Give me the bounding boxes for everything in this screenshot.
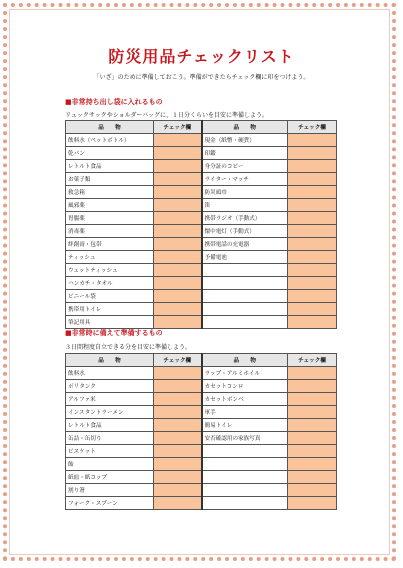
- check-cell[interactable]: [154, 199, 202, 212]
- check-cell[interactable]: [288, 406, 337, 419]
- check-cell[interactable]: [288, 445, 337, 458]
- item-label: ビスケット: [66, 445, 154, 458]
- check-cell[interactable]: [154, 367, 202, 380]
- check-cell[interactable]: [154, 251, 202, 264]
- header-item: 品 物: [66, 121, 154, 134]
- table-row: [66, 199, 337, 212]
- item-label: 飲料水（ペットボトル）: [66, 134, 154, 147]
- check-cell[interactable]: [154, 134, 202, 147]
- check-cell[interactable]: [288, 251, 337, 264]
- item-label: [202, 445, 288, 458]
- table-row: [66, 432, 337, 445]
- header-check: チェック欄: [288, 354, 337, 367]
- table-row: [66, 393, 337, 406]
- item-label: [202, 264, 288, 277]
- item-label: 印鑑: [202, 147, 288, 160]
- item-label: レトルト食品: [66, 160, 154, 173]
- check-cell[interactable]: [154, 393, 202, 406]
- item-label: [202, 290, 288, 303]
- check-cell[interactable]: [154, 160, 202, 173]
- check-cell[interactable]: [288, 134, 337, 147]
- check-cell[interactable]: [288, 277, 337, 290]
- check-cell[interactable]: [288, 173, 337, 186]
- table-row: [66, 497, 337, 510]
- item-label: 簡易トイレ: [202, 419, 288, 432]
- section-title-preparation: ■非常時に備えて準備するもの: [65, 329, 163, 337]
- item-label: ティッシュ: [66, 251, 154, 264]
- item-label: ハンカチ・タオル: [66, 277, 154, 290]
- table-row: [66, 238, 337, 251]
- item-label: カセットコンロ: [202, 380, 288, 393]
- checklist-table-preparation: [65, 353, 337, 510]
- section-note-emergency-bag: リュックサックやショルダーバッグに、１日分くらいを目安に準備しよう。: [65, 112, 269, 119]
- item-label: [202, 458, 288, 471]
- check-cell[interactable]: [288, 212, 337, 225]
- check-cell[interactable]: [288, 264, 337, 277]
- header-check: チェック欄: [154, 354, 202, 367]
- check-cell[interactable]: [154, 173, 202, 186]
- item-label: お菓子類: [66, 173, 154, 186]
- item-label: [202, 316, 288, 329]
- check-cell[interactable]: [154, 471, 202, 484]
- check-cell[interactable]: [288, 303, 337, 316]
- item-label: 携帯電話の充電器: [202, 238, 288, 251]
- check-cell[interactable]: [288, 484, 337, 497]
- item-label: 胃腸薬: [66, 212, 154, 225]
- check-cell[interactable]: [154, 186, 202, 199]
- table-row: [66, 484, 337, 497]
- check-cell[interactable]: [154, 445, 202, 458]
- item-label: 紙皿・紙コップ: [66, 471, 154, 484]
- check-cell[interactable]: [288, 316, 337, 329]
- check-cell[interactable]: [154, 290, 202, 303]
- check-cell[interactable]: [154, 316, 202, 329]
- check-cell[interactable]: [154, 419, 202, 432]
- table-header-row: [66, 121, 337, 134]
- item-label: ポリタンク: [66, 380, 154, 393]
- page-title: 防災用品チェックリスト: [108, 47, 295, 66]
- item-label: 乾パン: [66, 147, 154, 160]
- item-label: [202, 303, 288, 316]
- table-row: [66, 419, 337, 432]
- item-label: 携帯ラジオ（手動式）: [202, 212, 288, 225]
- check-cell[interactable]: [154, 380, 202, 393]
- table-row: [66, 251, 337, 264]
- table-row: [66, 316, 337, 329]
- checklist-table-emergency-bag: [65, 120, 337, 329]
- check-cell[interactable]: [288, 497, 337, 510]
- check-cell[interactable]: [154, 458, 202, 471]
- item-label: [202, 497, 288, 510]
- check-cell[interactable]: [288, 393, 337, 406]
- check-cell[interactable]: [288, 160, 337, 173]
- check-cell[interactable]: [288, 419, 337, 432]
- item-label: 絆創膏・包帯: [66, 238, 154, 251]
- table-row: [66, 458, 337, 471]
- check-cell[interactable]: [154, 277, 202, 290]
- section-title-emergency-bag: ■非常持ち出し袋に入れるもの: [65, 98, 163, 106]
- item-label: 割り箸: [66, 484, 154, 497]
- check-cell[interactable]: [288, 147, 337, 160]
- table-row: [66, 303, 337, 316]
- check-cell[interactable]: [154, 212, 202, 225]
- check-cell[interactable]: [154, 432, 202, 445]
- table-row: [66, 134, 337, 147]
- table-row: [66, 380, 337, 393]
- item-label: ビニール袋: [66, 290, 154, 303]
- page-subtitle: 「いざ」のために準備しておこう。準備ができたらチェック欄に印をつけよう。: [93, 74, 310, 81]
- table-row: [66, 406, 337, 419]
- header-item: 品 物: [202, 354, 288, 367]
- table-row: [66, 277, 337, 290]
- item-label: 身分証のコピー: [202, 160, 288, 173]
- header-item: 品 物: [66, 354, 154, 367]
- item-label: 風邪薬: [66, 199, 154, 212]
- table-row: [66, 367, 337, 380]
- check-cell[interactable]: [288, 199, 337, 212]
- item-label: ライター・マッチ: [202, 173, 288, 186]
- item-label: 笛: [202, 199, 288, 212]
- header-item: 品 物: [202, 121, 288, 134]
- check-cell[interactable]: [288, 186, 337, 199]
- item-label: 懐中電灯（手動式）: [202, 225, 288, 238]
- check-cell[interactable]: [154, 238, 202, 251]
- check-cell[interactable]: [288, 432, 337, 445]
- check-cell[interactable]: [154, 225, 202, 238]
- item-label: 救急箱: [66, 186, 154, 199]
- item-label: 飴: [66, 458, 154, 471]
- table-row: [66, 290, 337, 303]
- item-label: 筆記用具: [66, 316, 154, 329]
- header-check: チェック欄: [154, 121, 202, 134]
- check-cell[interactable]: [288, 290, 337, 303]
- table-row: [66, 147, 337, 160]
- table-row: [66, 212, 337, 225]
- check-cell[interactable]: [288, 471, 337, 484]
- table-header-row: [66, 354, 337, 367]
- item-label: [202, 484, 288, 497]
- check-cell[interactable]: [154, 264, 202, 277]
- item-label: 消毒薬: [66, 225, 154, 238]
- header-check: チェック欄: [288, 121, 337, 134]
- check-cell[interactable]: [154, 406, 202, 419]
- section-note-preparation: ３日間程度自立できる分を目安に準備しよう。: [65, 344, 192, 351]
- item-label: 飲料水: [66, 367, 154, 380]
- item-label: フォーク・スプーン: [66, 497, 154, 510]
- item-label: 安否確認用の家族写真: [202, 432, 288, 445]
- item-label: ラップ・アルミホイル: [202, 367, 288, 380]
- item-label: アルファ米: [66, 393, 154, 406]
- item-label: ウェットティッシュ: [66, 264, 154, 277]
- table-row: [66, 471, 337, 484]
- check-cell[interactable]: [154, 303, 202, 316]
- check-cell[interactable]: [154, 147, 202, 160]
- item-label: インスタントラーメン: [66, 406, 154, 419]
- check-cell[interactable]: [288, 238, 337, 251]
- item-label: 予備電池: [202, 251, 288, 264]
- check-cell[interactable]: [154, 497, 202, 510]
- item-label: 防災頭巾: [202, 186, 288, 199]
- item-label: [202, 471, 288, 484]
- item-label: 携帯用トイレ: [66, 303, 154, 316]
- table-row: [66, 445, 337, 458]
- table-row: [66, 186, 337, 199]
- check-cell[interactable]: [154, 484, 202, 497]
- table-row: [66, 160, 337, 173]
- item-label: レトルト食品: [66, 419, 154, 432]
- check-cell[interactable]: [288, 380, 337, 393]
- item-label: カセットボンベ: [202, 393, 288, 406]
- item-label: 缶詰・缶切り: [66, 432, 154, 445]
- item-label: 軍手: [202, 406, 288, 419]
- table-row: [66, 264, 337, 277]
- check-cell[interactable]: [288, 225, 337, 238]
- table-row: [66, 225, 337, 238]
- check-cell[interactable]: [288, 458, 337, 471]
- item-label: [202, 277, 288, 290]
- check-cell[interactable]: [288, 367, 337, 380]
- table-row: [66, 173, 337, 186]
- item-label: 現金（紙幣・硬貨）: [202, 134, 288, 147]
